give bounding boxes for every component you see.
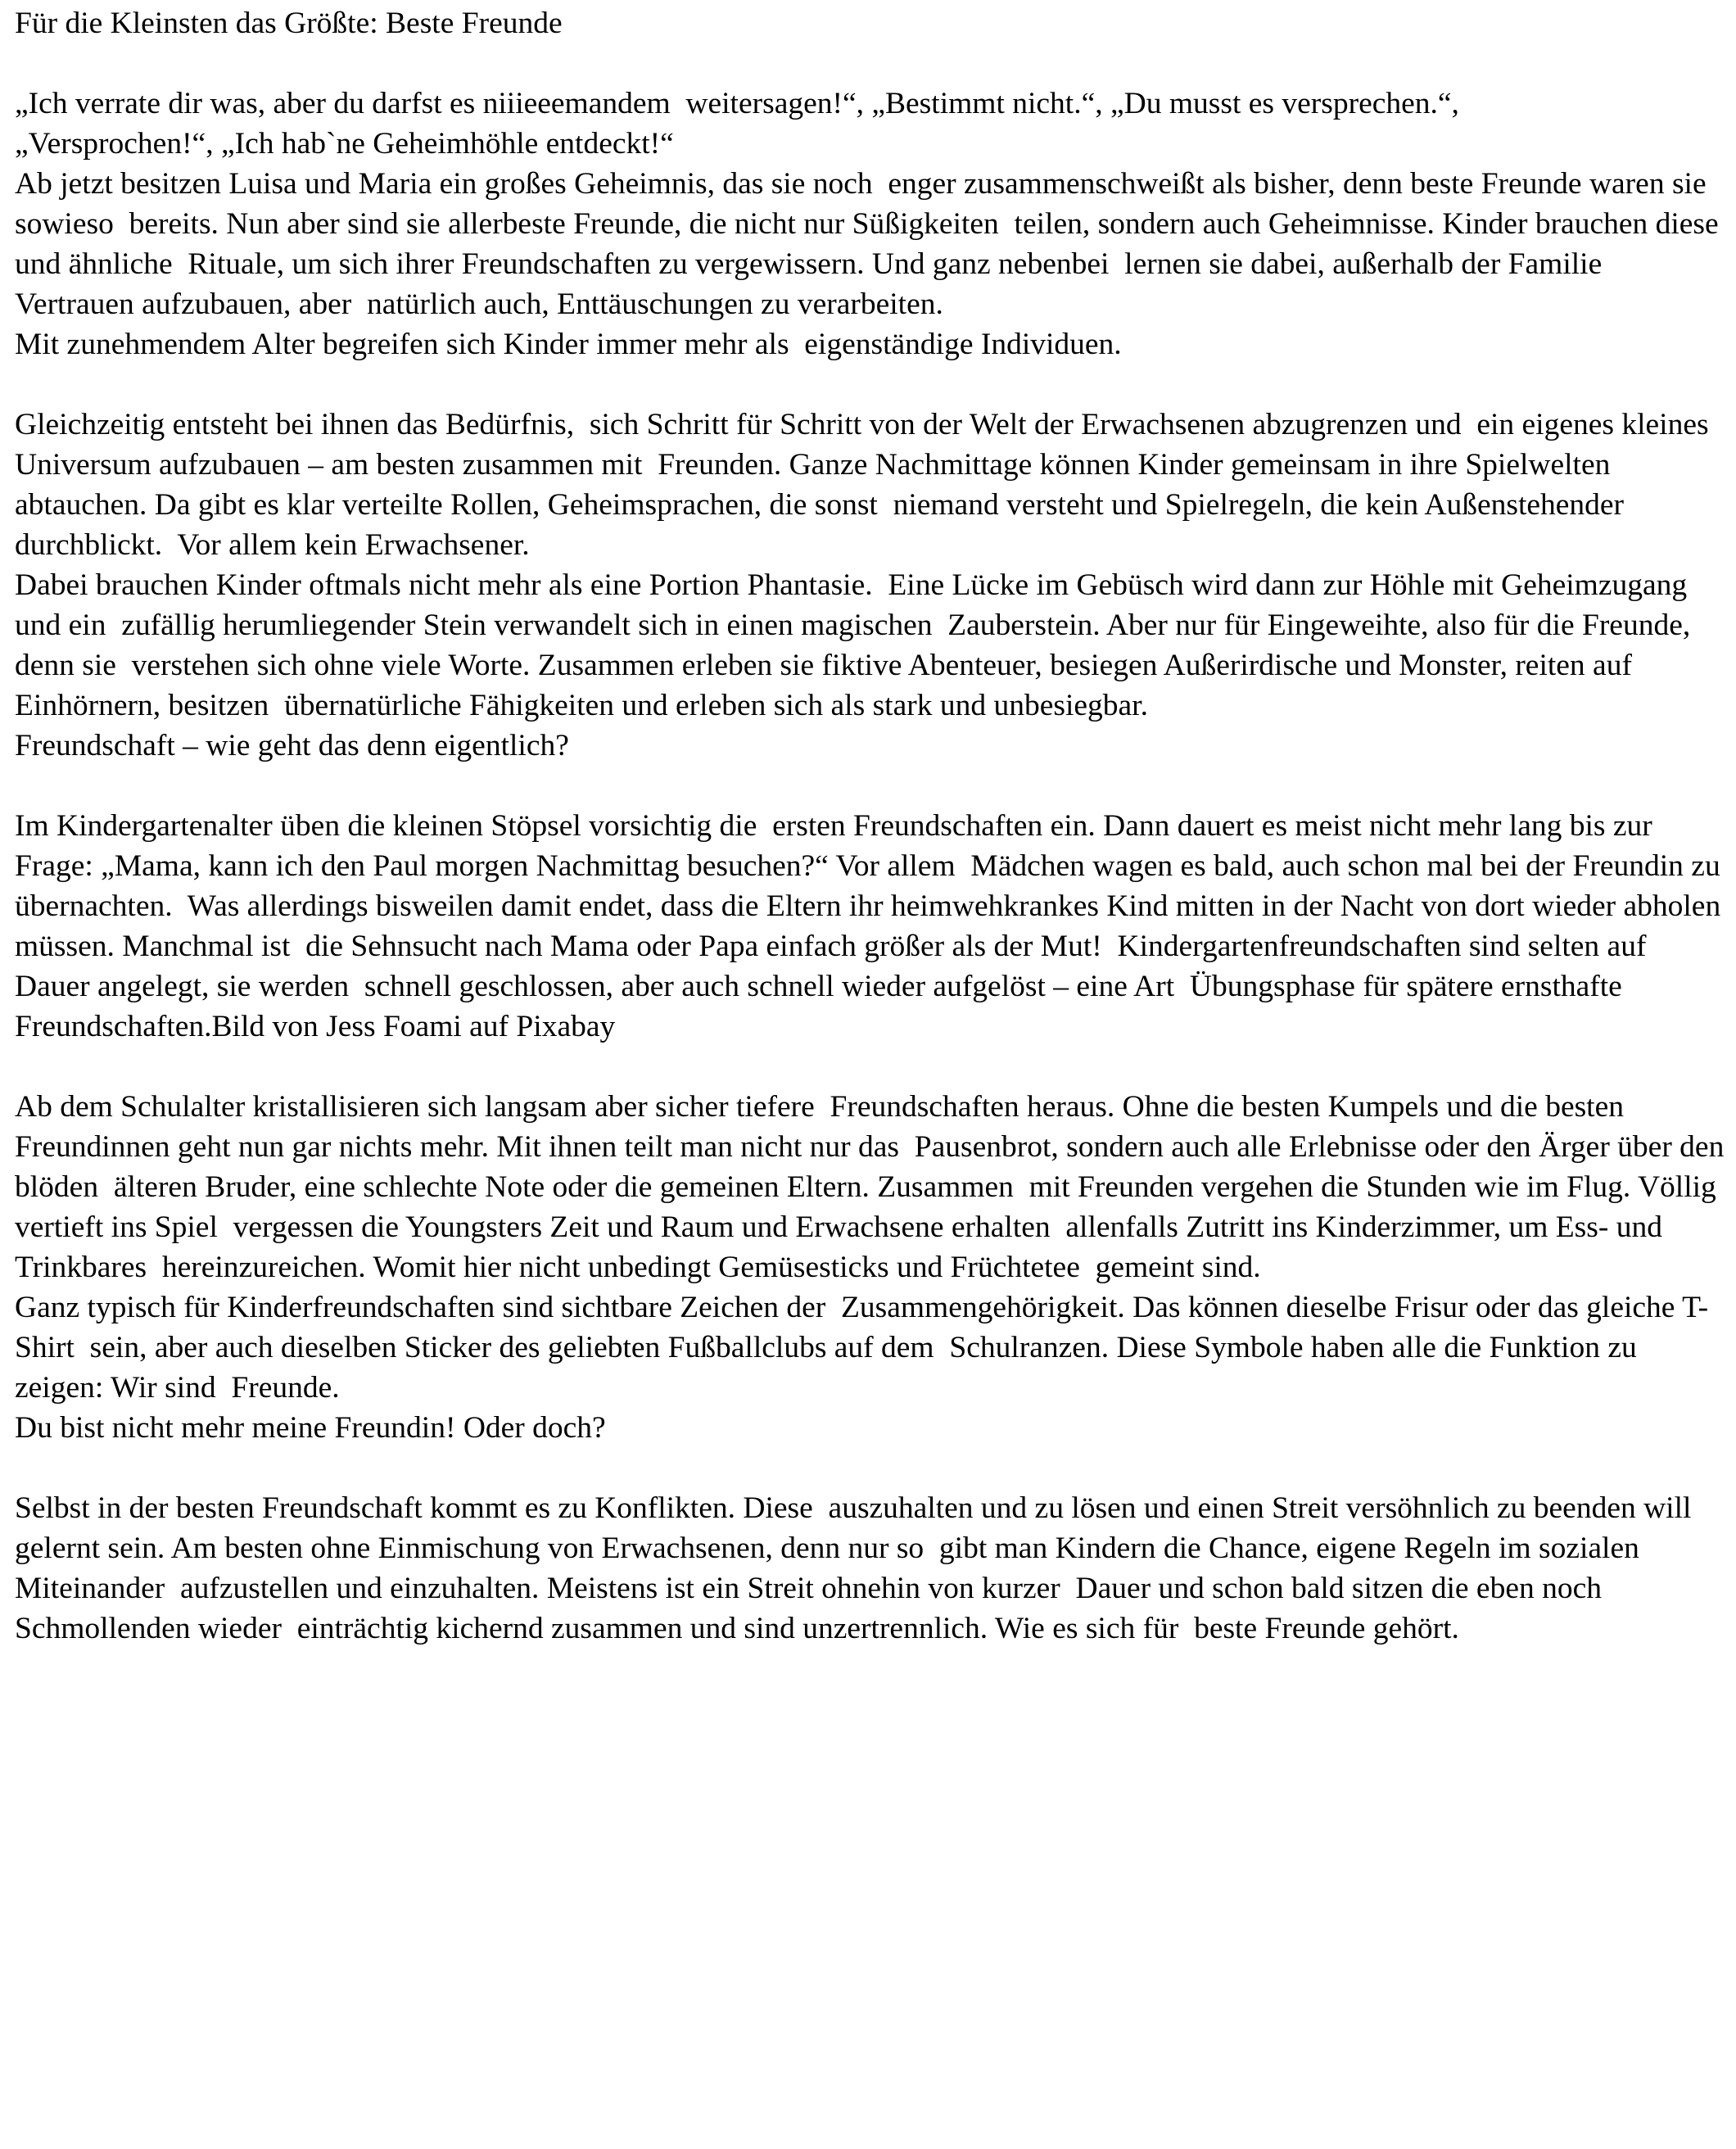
conflict-paragraph: Selbst in der besten Freundschaft kommt es zu Konflikten. Diese auszuhalten und zu lösen und einen Streit versöhnlich zu beenden will gelernt sein. Am besten ohne Einmischung von Erwachsenen, denn nur so gibt man Kindern die Chance, eigene Regeln im sozialen Miteinander aufzustellen und einzuhalten. Meistens ist ein Streit ohnehin von kurzer Dauer und schon bald sitzen die eben noch Schmollenden wieder einträchtig kichernd zusammen und sind unzertrennlich. Wie es sich für beste Freunde gehört. <box>15 1491 1707 1645</box>
intro-paragraph: Ab jetzt besitzen Luisa und Maria ein großes Geheimnis, das sie noch enger zusammenschweißt als bisher, denn beste Freunde waren sie sowieso bereits. Nun aber sind sie allerbeste Freunde, die nicht nur Süßigkeiten teilen, sondern auch Geheimnisse. Kinder brauchen diese und ähnliche Rituale, um sich ihrer Freundschaften zu vergewissern. Und ganz nebenbei lernen sie dabei, außerhalb der Familie Vertrauen aufzubauen, aber natürlich auch, Enttäuschungen zu verarbeiten. <box>15 167 1727 321</box>
age-paragraph: Mit zunehmendem Alter begreifen sich Kinder immer mehr als eigenständige Individuen. <box>15 328 1122 361</box>
kindergarten-paragraph: Im Kindergartenalter üben die kleinen Stöpsel vorsichtig die ersten Freundschaften ein. Dann dauert es meist nicht mehr lang bis zur Frage: „Mama, kann ich den Paul morgen Nachmittag besuchen?“ Vor allem Mädchen wagen es bald, auch schon mal bei der Freundin zu übernachten. Was allerdings bisweilen damit endet, dass die Eltern ihr heimwehkrankes Kind mitten in der Nacht von dort wieder abholen müssen. Manchmal ist die Sehnsucht nach Mama oder Papa einfach größer als der Mut! Kindergartenfreundschaften sind selten auf Dauer angelegt, sie werden schnell geschlossen, aber auch schnell wieder aufgelöst – eine Art Übungsphase für spätere ernsthafte Freundschaften.Bild von Jess Foami auf Pixabay <box>15 809 1729 1043</box>
document-body <box>15 0 1732 1649</box>
section-heading-conflict: Du bist nicht mehr meine Freundin! Oder doch? <box>15 1411 606 1445</box>
dialog-line-1: „Ich verrate dir was, aber du darfst es niiieeemandem weitersagen!“, „Bestimmt nicht.“, „Du musst es versprechen.“, <box>15 87 1459 120</box>
universe-paragraph: Gleichzeitig entsteht bei ihnen das Bedürfnis, sich Schritt für Schritt von der Welt der Erwachsenen abzugrenzen und ein eigenes kleines Universum aufzubauen – am besten zusammen mit Freunden. Ganze Nachmittage können Kinder gemeinsam in ihre Spielwelten abtauchen. Da gibt es klar verteilte Rollen, Geheimsprachen, die sonst niemand versteht und Spielregeln, die kein Außenstehender durchblickt. Vor allem kein Erwachsener. <box>15 408 1716 562</box>
document-title: Für die Kleinsten das Größte: Beste Freunde <box>15 7 563 40</box>
section-heading-how: Freundschaft – wie geht das denn eigentlich? <box>15 729 569 762</box>
symbols-paragraph: Ganz typisch für Kinderfreundschaften sind sichtbare Zeichen der Zusammengehörigkeit. Das können dieselbe Frisur oder das gleiche T-Shirt sein, aber auch dieselben Sticker des geliebten Fußballclubs auf dem Schulranzen. Diese Symbole haben alle die Funktion zu zeigen: Wir sind Freunde. <box>15 1291 1709 1405</box>
blank-line <box>15 1448 1726 1488</box>
blank-line <box>15 1047 1726 1087</box>
dialog-line-2: „Versprochen!“, „Ich hab`ne Geheimhöhle entdeckt!“ <box>15 127 674 161</box>
school-paragraph: Ab dem Schulalter kristallisieren sich langsam aber sicher tiefere Freundschaften heraus. Ohne die besten Kumpels und die besten Freundinnen geht nun gar nichts mehr. Mit ihnen teilt man nicht nur das Pausenbrot, sondern auch alle Erlebnisse oder den Ärger über den blöden älteren Bruder, eine schlechte Note oder die gemeinen Eltern. Zusammen mit Freunden vergehen die Stunden wie im Flug. Völlig vertieft ins Spiel vergessen die Youngsters Zeit und Raum und Erwachsene erhalten allenfalls Zutritt ins Kinderzimmer, um Ess- und Trinkbares hereinzureichen. Womit hier nicht unbedingt Gemüsesticks und Früchtetee gemeint sind. <box>15 1090 1732 1284</box>
blank-line <box>15 364 1726 405</box>
fantasy-paragraph: Dabei brauchen Kinder oftmals nicht mehr als eine Portion Phantasie. Eine Lücke im Gebüsch wird dann zur Höhle mit Geheimzugang und ein zufällig herumliegender Stein verwandelt sich in einen magischen Zauberstein. Aber nur für Eingeweihte, also für die Freunde, denn sie verstehen sich ohne viele Worte. Zusammen erleben sie fiktive Abenteuer, besiegen Außerirdische und Monster, reiten auf Einhörnern, besitzen übernatürliche Fähigkeiten und erleben sich als stark und unbesiegbar. <box>15 568 1698 722</box>
blank-line <box>15 43 1726 84</box>
blank-line <box>15 766 1726 806</box>
